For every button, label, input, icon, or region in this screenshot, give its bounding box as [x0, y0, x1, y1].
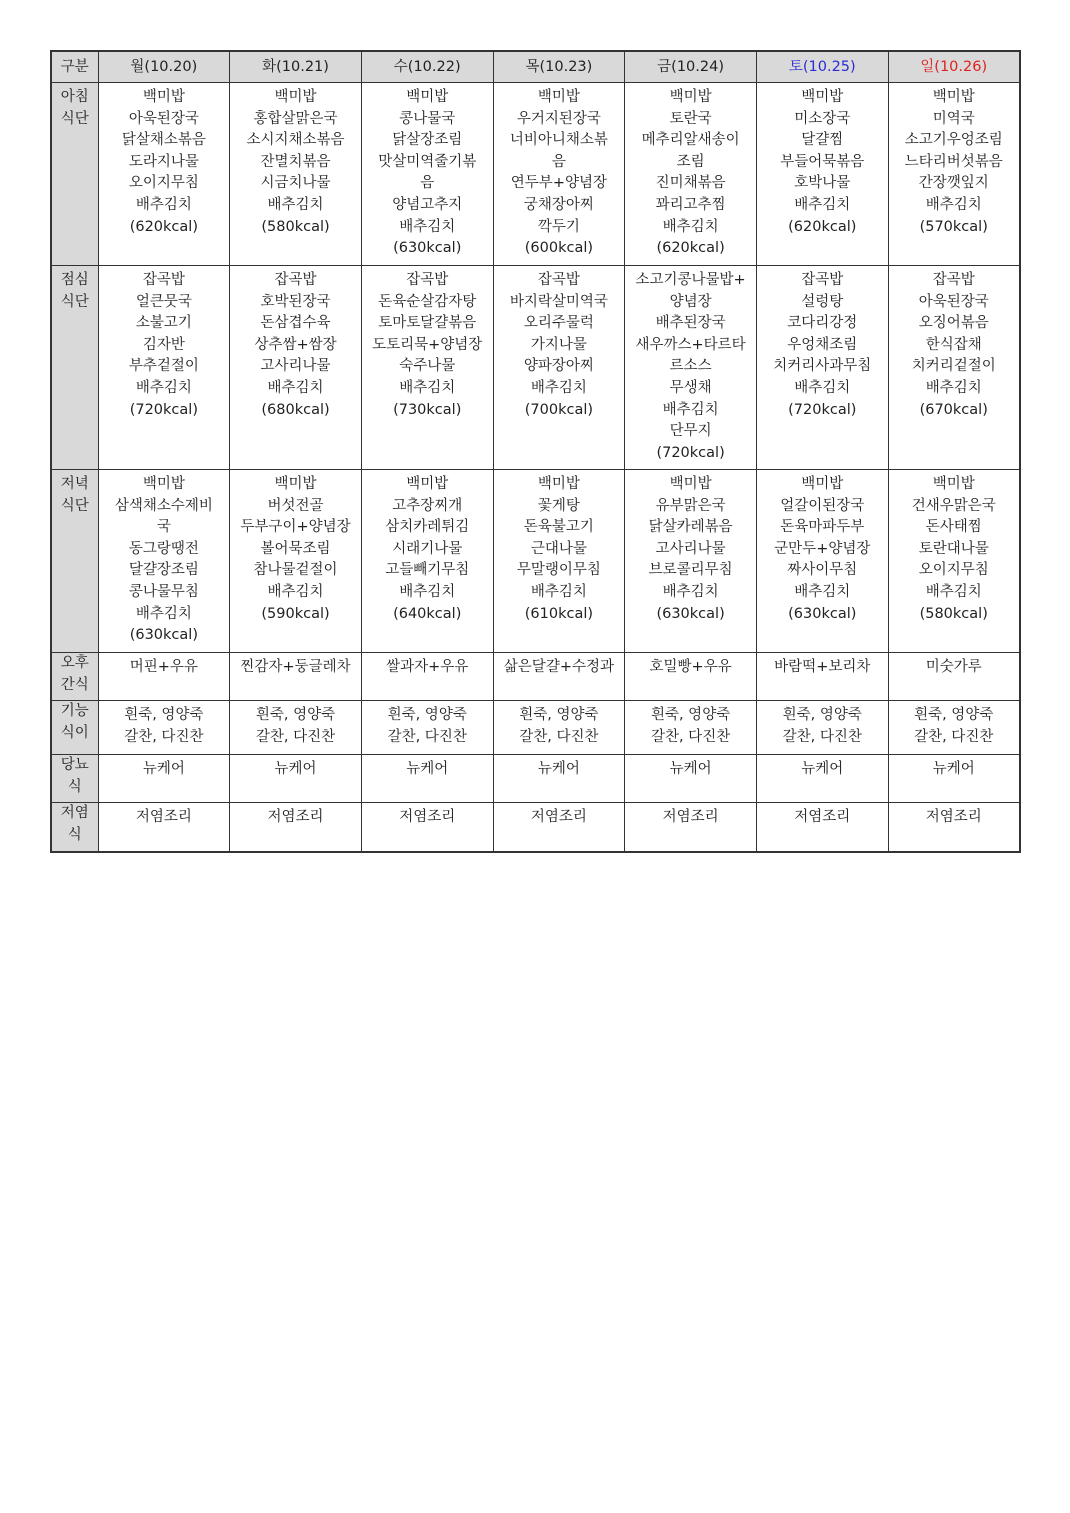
menu-item: 배추김치 — [530, 379, 587, 396]
menu-item: 아욱된장국 — [128, 110, 199, 127]
menu-item: 배추김치 — [267, 196, 324, 213]
menu-item: 백미밥 — [142, 476, 185, 492]
menu-item: 소불고기 — [135, 315, 192, 332]
menu-cell-diabetic-wed — [361, 755, 493, 803]
menu-item: 저염조리 — [662, 809, 719, 825]
menu-item: 배추김치 — [135, 605, 192, 622]
menu-item: 치커리사과무침 — [773, 358, 872, 375]
row-label-line: 저녁 — [60, 476, 89, 492]
menu-item: 바람떡+보리차 — [774, 659, 871, 675]
menu-item: (620kcal) — [129, 218, 198, 235]
menu-cell-breakfast-fri — [625, 83, 757, 266]
menu-item: 찐감자+둥글레차 — [240, 659, 351, 675]
menu-cell-lowsalt-tue — [230, 803, 362, 853]
menu-item: 흰죽, 영양죽 — [650, 707, 731, 723]
menu-item: (720kcal) — [788, 401, 857, 418]
menu-cell-breakfast-thu — [493, 83, 625, 266]
menu-item: 배추김치 — [794, 583, 851, 600]
menu-item: 잡곡밥 — [537, 272, 580, 288]
menu-item: 삼색채소수제비 — [114, 497, 213, 514]
menu-item: 근대나물 — [530, 540, 587, 557]
menu-item: (630kcal) — [393, 240, 462, 257]
menu-item: 부추겉절이 — [128, 358, 199, 375]
menu-item: 소시지채소볶음 — [246, 132, 345, 149]
menu-item: 양념장 — [669, 293, 712, 310]
row-label-line: 저염 — [60, 805, 89, 821]
menu-cell-lunch-sun — [888, 266, 1020, 470]
menu-cell-function-fri — [625, 701, 757, 755]
menu-cell-diabetic-sat — [756, 755, 888, 803]
menu-cell-snack-fri — [625, 653, 757, 701]
menu-item: 백미밥 — [537, 476, 580, 492]
menu-cell-lowsalt-mon — [98, 803, 230, 853]
menu-item: 호밀빵+우유 — [649, 659, 732, 675]
menu-item: 두부구이+양념장 — [240, 519, 351, 536]
menu-item: 국 — [156, 519, 171, 536]
menu-item: 배추된장국 — [655, 315, 726, 332]
menu-item: 고추장찌개 — [392, 497, 463, 514]
menu-item: 뉴케어 — [669, 761, 712, 777]
menu-item: 시래기나물 — [392, 540, 463, 557]
menu-item: 도라지나물 — [128, 153, 199, 170]
menu-item: 저염조리 — [794, 809, 851, 825]
menu-item: 콩나물무침 — [128, 583, 199, 600]
meal-row-function — [51, 701, 1020, 755]
menu-item: 코다리강정 — [787, 315, 858, 332]
meal-row-lowsalt — [51, 803, 1020, 853]
menu-item: 잡곡밥 — [932, 272, 975, 288]
menu-item: (570kcal) — [919, 218, 988, 235]
menu-cell-lunch-tue — [230, 266, 362, 470]
day-header-sun: 일(10.26) — [888, 51, 1020, 83]
menu-item: 얼큰뭇국 — [135, 293, 192, 310]
menu-item: 배추김치 — [662, 218, 719, 235]
menu-cell-lunch-mon — [98, 266, 230, 470]
menu-item: 치커리겉절이 — [911, 358, 996, 375]
menu-item: 오이지무침 — [128, 175, 199, 192]
menu-item: 저염조리 — [925, 809, 982, 825]
menu-item: 브로콜리무침 — [648, 562, 733, 579]
menu-item: 배추김치 — [794, 196, 851, 213]
menu-item: 뉴케어 — [142, 761, 185, 777]
menu-item: 갈찬, 다진찬 — [914, 728, 994, 745]
menu-item: 백미밥 — [406, 476, 449, 492]
menu-cell-snack-mon — [98, 653, 230, 701]
row-label-diabetic — [51, 755, 98, 803]
menu-item: 돈육순살감자탕 — [378, 293, 477, 310]
menu-item: 고들빼기무침 — [385, 562, 470, 579]
menu-item: 김자반 — [142, 336, 185, 353]
menu-item: 배추김치 — [794, 379, 851, 396]
menu-item: 흰죽, 영양죽 — [387, 707, 467, 723]
row-label-snack — [51, 653, 98, 701]
menu-item: 군만두+양념장 — [774, 540, 871, 557]
header-row — [51, 51, 1020, 83]
day-header-sat: 토(10.25) — [756, 51, 888, 83]
menu-item: 아욱된장국 — [918, 293, 989, 310]
row-label-lunch — [51, 266, 98, 470]
menu-item: 저염조리 — [267, 809, 324, 825]
menu-item: 백미밥 — [669, 89, 712, 105]
menu-item: 시금치나물 — [260, 175, 331, 192]
menu-cell-lowsalt-thu — [493, 803, 625, 853]
menu-item: (600kcal) — [524, 240, 594, 257]
menu-item: 백미밥 — [537, 89, 580, 105]
menu-item: 백미밥 — [274, 89, 317, 105]
menu-item: 잔멸치볶음 — [260, 153, 331, 170]
menu-item: 배추김치 — [267, 379, 324, 396]
day-header-tue: 화(10.21) — [230, 51, 362, 83]
menu-item: (680kcal) — [261, 401, 330, 418]
menu-cell-dinner-mon — [98, 470, 230, 653]
menu-item: 배추김치 — [399, 218, 456, 235]
menu-item: 간장깻잎지 — [918, 175, 989, 192]
row-label-function — [51, 701, 98, 755]
menu-item: 배추김치 — [662, 583, 719, 600]
menu-item: 호박된장국 — [260, 293, 331, 310]
menu-item: 양파장아찌 — [523, 358, 594, 375]
menu-cell-diabetic-sun — [888, 755, 1020, 803]
menu-cell-lunch-fri — [625, 266, 757, 470]
menu-item: 배추김치 — [662, 401, 719, 418]
menu-item: 배추김치 — [925, 196, 982, 213]
menu-item: 음 — [420, 175, 435, 192]
menu-cell-lowsalt-sun — [888, 803, 1020, 853]
menu-item: 동그랑땡전 — [128, 540, 199, 557]
row-label-lowsalt — [51, 803, 98, 853]
menu-item: (630kcal) — [129, 627, 198, 644]
menu-item: 음 — [551, 153, 566, 170]
menu-item: 르소스 — [669, 358, 712, 375]
menu-item: 배추김치 — [925, 583, 982, 600]
menu-cell-lunch-thu — [493, 266, 625, 470]
menu-item: 닭살채소볶음 — [121, 132, 206, 149]
menu-item: 갈찬, 다진찬 — [782, 728, 862, 745]
menu-item: 배추김치 — [135, 379, 192, 396]
menu-item: 건새우맑은국 — [911, 497, 996, 514]
menu-cell-breakfast-wed — [361, 83, 493, 266]
menu-cell-snack-wed — [361, 653, 493, 701]
meal-row-breakfast — [51, 83, 1020, 266]
menu-item: 백미밥 — [274, 476, 317, 492]
menu-item: (670kcal) — [919, 401, 988, 418]
menu-item: 볼어묵조림 — [260, 540, 331, 557]
menu-item: 무생채 — [669, 379, 712, 396]
menu-item: 꽈리고추찜 — [655, 196, 726, 213]
menu-item: 삼치카레튀김 — [385, 519, 470, 536]
menu-cell-snack-tue — [230, 653, 362, 701]
menu-item: 맛살미역줄기볶 — [378, 153, 477, 170]
menu-cell-diabetic-thu — [493, 755, 625, 803]
menu-item: 오징어볶음 — [918, 315, 989, 332]
menu-cell-snack-sun — [888, 653, 1020, 701]
row-label-line: 식단 — [60, 293, 89, 310]
day-header-mon: 월(10.20) — [98, 51, 230, 83]
menu-item: 연두부+양념장 — [510, 175, 607, 192]
menu-cell-breakfast-mon — [98, 83, 230, 266]
menu-item: 미숫가루 — [925, 659, 982, 675]
menu-item: 갈찬, 다진찬 — [387, 728, 467, 745]
menu-item: (580kcal) — [919, 605, 988, 622]
menu-item: 깍두기 — [537, 218, 580, 235]
menu-item: 달걀찜 — [801, 132, 844, 149]
menu-item: 백미밥 — [669, 476, 712, 492]
menu-item: 뉴케어 — [274, 761, 317, 777]
menu-item: 상추쌈+쌈장 — [254, 336, 337, 353]
meal-row-diabetic — [51, 755, 1020, 803]
menu-item: 백미밥 — [932, 89, 975, 105]
menu-item: 뉴케어 — [406, 761, 449, 777]
menu-cell-dinner-thu — [493, 470, 625, 653]
menu-item: 잡곡밥 — [274, 272, 317, 288]
menu-item: 머핀+우유 — [129, 659, 198, 675]
menu-item: 뉴케어 — [801, 761, 844, 777]
menu-item: 부들어묵볶음 — [780, 153, 865, 170]
menu-item: 토란국 — [669, 110, 712, 127]
category-header: 구분 — [51, 51, 98, 83]
day-header-thu: 목(10.23) — [493, 51, 625, 83]
menu-cell-diabetic-tue — [230, 755, 362, 803]
menu-item: 단무지 — [669, 423, 712, 440]
row-label-line: 식 — [67, 778, 82, 795]
menu-item: (630kcal) — [656, 605, 725, 622]
menu-item: 메추리알새송이 — [641, 132, 740, 149]
menu-item: 뉴케어 — [932, 761, 975, 777]
menu-item: 잡곡밥 — [142, 272, 185, 288]
menu-item: 홍합살맑은국 — [253, 110, 338, 127]
menu-item: (630kcal) — [788, 605, 857, 622]
menu-item: (720kcal) — [656, 444, 725, 461]
menu-item: 꽃게탕 — [537, 497, 580, 514]
menu-item: 고사리나물 — [655, 540, 726, 557]
menu-item: (580kcal) — [261, 218, 330, 235]
weekly-meal-table — [50, 50, 1021, 853]
menu-item: 돈육불고기 — [523, 519, 594, 536]
menu-cell-dinner-wed — [361, 470, 493, 653]
menu-item: 가지나물 — [530, 336, 587, 353]
meal-row-dinner — [51, 470, 1020, 653]
row-label-line: 오후 — [60, 655, 89, 671]
menu-item: 배추김치 — [267, 583, 324, 600]
menu-item: 우엉채조림 — [787, 336, 858, 353]
menu-item: 참나물겉절이 — [253, 562, 338, 579]
row-label-line: 아침 — [60, 89, 89, 105]
menu-cell-dinner-sun — [888, 470, 1020, 653]
menu-item: 소고기우엉조림 — [904, 132, 1003, 149]
menu-cell-dinner-sat — [756, 470, 888, 653]
menu-item: (620kcal) — [656, 240, 725, 257]
menu-cell-lunch-wed — [361, 266, 493, 470]
menu-item: 오이지무침 — [918, 562, 989, 579]
row-label-line: 식이 — [60, 724, 89, 741]
menu-item: 잡곡밥 — [406, 272, 449, 288]
menu-cell-breakfast-sat — [756, 83, 888, 266]
menu-item: 돈육마파두부 — [780, 519, 865, 536]
menu-item: 백미밥 — [801, 89, 844, 105]
menu-item: (590kcal) — [261, 605, 330, 622]
menu-item: 백미밥 — [142, 89, 185, 105]
row-label-line: 식단 — [60, 110, 89, 127]
menu-item: 미소장국 — [794, 110, 851, 127]
menu-item: (640kcal) — [393, 605, 462, 622]
menu-item: 배추김치 — [399, 379, 456, 396]
menu-item: 백미밥 — [801, 476, 844, 492]
menu-item: 양념고추지 — [392, 196, 463, 213]
menu-item: 도토리묵+양념장 — [372, 336, 483, 353]
row-label-line: 식단 — [60, 497, 89, 514]
menu-item: 달걀장조림 — [128, 562, 199, 579]
menu-item: 조림 — [676, 153, 705, 170]
menu-item: 우거지된장국 — [516, 110, 601, 127]
menu-cell-diabetic-fri — [625, 755, 757, 803]
menu-item: 느타리버섯볶음 — [904, 153, 1003, 170]
menu-item: 닭살카레볶음 — [648, 519, 733, 536]
menu-item: 저염조리 — [399, 809, 456, 825]
menu-item: 갈찬, 다진찬 — [519, 728, 599, 745]
menu-item: 토마토달걀볶음 — [378, 315, 477, 332]
menu-item: 진미채볶음 — [655, 175, 726, 192]
day-header-wed: 수(10.22) — [361, 51, 493, 83]
menu-item: 새우까스+타르타 — [635, 336, 746, 353]
menu-item: 흰죽, 영양죽 — [782, 707, 862, 723]
menu-item: 설렁탕 — [801, 293, 844, 310]
menu-item: (620kcal) — [788, 218, 857, 235]
menu-item: 배추김치 — [135, 196, 192, 213]
row-label-line: 식 — [67, 826, 82, 843]
row-label-line: 당뇨 — [60, 757, 89, 773]
menu-item: 삶은달걀+수정과 — [503, 659, 614, 675]
menu-item: 배추김치 — [530, 583, 587, 600]
menu-cell-lunch-sat — [756, 266, 888, 470]
menu-cell-snack-thu — [493, 653, 625, 701]
menu-cell-function-tue — [230, 701, 362, 755]
menu-item: 얼갈이된장국 — [780, 497, 865, 514]
menu-item: 백미밥 — [932, 476, 975, 492]
menu-cell-lowsalt-wed — [361, 803, 493, 853]
menu-item: 백미밥 — [406, 89, 449, 105]
menu-item: 흰죽, 영양죽 — [124, 707, 204, 723]
menu-item: 오리주물럭 — [523, 315, 594, 332]
day-header-fri: 금(10.24) — [625, 51, 757, 83]
menu-item: 돈삼겹수육 — [260, 315, 331, 332]
menu-item: 너비아니채소볶 — [509, 132, 608, 149]
menu-item: 고사리나물 — [260, 358, 331, 375]
row-label-line: 기능 — [60, 703, 89, 719]
menu-cell-breakfast-tue — [230, 83, 362, 266]
menu-item: (730kcal) — [393, 401, 462, 418]
menu-item: 저염조리 — [135, 809, 192, 825]
menu-item: (610kcal) — [524, 605, 594, 622]
menu-cell-function-wed — [361, 701, 493, 755]
menu-item: 흰죽, 영양죽 — [255, 707, 336, 723]
menu-item: 콩나물국 — [399, 110, 456, 127]
menu-item: 배추김치 — [925, 379, 982, 396]
menu-item: 토란대나물 — [918, 540, 989, 557]
menu-item: 갈찬, 다진찬 — [650, 728, 731, 745]
meal-row-snack — [51, 653, 1020, 701]
menu-item: 잡곡밥 — [801, 272, 844, 288]
menu-item: 갈찬, 다진찬 — [124, 728, 204, 745]
menu-item: 저염조리 — [530, 809, 587, 825]
menu-cell-function-sun — [888, 701, 1020, 755]
menu-cell-diabetic-mon — [98, 755, 230, 803]
menu-cell-function-sat — [756, 701, 888, 755]
menu-item: 미역국 — [932, 110, 975, 127]
menu-cell-dinner-fri — [625, 470, 757, 653]
row-label-line: 간식 — [60, 676, 89, 693]
menu-item: 짜사이무침 — [787, 562, 858, 579]
menu-item: 배추김치 — [399, 583, 456, 600]
menu-cell-function-mon — [98, 701, 230, 755]
menu-item: (700kcal) — [524, 401, 594, 418]
menu-item: 궁채장아찌 — [523, 196, 594, 213]
menu-item: 호박나물 — [794, 175, 851, 192]
menu-item: 쌀과자+우유 — [386, 659, 469, 675]
menu-item: 한식잡채 — [925, 336, 982, 353]
menu-cell-breakfast-sun — [888, 83, 1020, 266]
row-label-dinner — [51, 470, 98, 653]
menu-item: 무말랭이무침 — [516, 562, 601, 579]
row-label-line: 점심 — [60, 272, 89, 288]
row-label-breakfast — [51, 83, 98, 266]
menu-cell-lowsalt-fri — [625, 803, 757, 853]
menu-cell-snack-sat — [756, 653, 888, 701]
menu-item: (720kcal) — [129, 401, 198, 418]
menu-item: 바지락살미역국 — [509, 293, 608, 310]
menu-cell-lowsalt-sat — [756, 803, 888, 853]
menu-item: 흰죽, 영양죽 — [914, 707, 994, 723]
menu-item: 숙주나물 — [399, 358, 456, 375]
menu-item: 흰죽, 영양죽 — [519, 707, 599, 723]
menu-cell-dinner-tue — [230, 470, 362, 653]
menu-cell-function-thu — [493, 701, 625, 755]
menu-item: 뉴케어 — [537, 761, 580, 777]
menu-item: 버섯전골 — [267, 497, 324, 514]
meal-row-lunch — [51, 266, 1020, 470]
menu-item: 소고기콩나물밥+ — [635, 272, 746, 288]
menu-item: 유부맑은국 — [655, 497, 726, 514]
menu-item: 닭살장조림 — [392, 132, 463, 149]
menu-item: 갈찬, 다진찬 — [255, 728, 336, 745]
menu-item: 돈사태찜 — [925, 519, 982, 536]
